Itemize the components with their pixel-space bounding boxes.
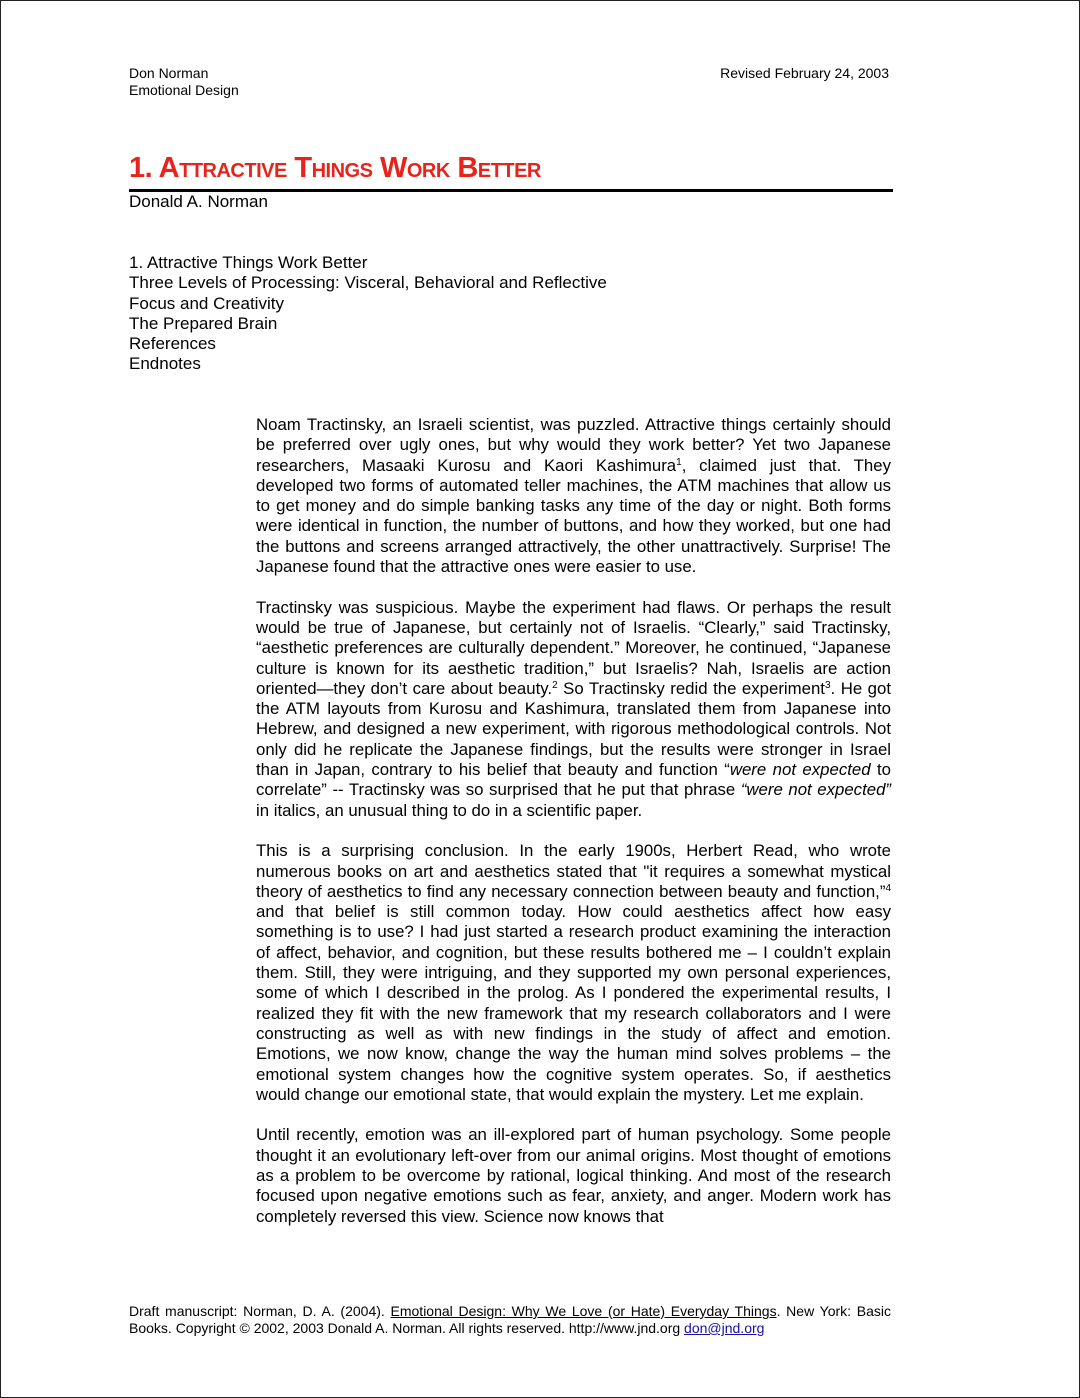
endnote-ref-2: 2 (552, 679, 558, 691)
endnote-ref-4: 4 (885, 882, 891, 894)
paragraph-2: Tractinsky was suspicious. Maybe the experiment had flaws. Or perhaps the result would be true of Japanese, but certainly not of Israelis. “Clearly,” said Tractinsky, “aesthetic preferences are culturally dependent.” Moreover, he continued, “Japanese culture is known for its aesthetic tradition,” but Israelis? Nah, Israelis are action oriented—they don’t care about beauty.$^2$ So Tractinsky redid the experiment$^3$. He got the ATM layouts from Kurosu and Kashimura, translated them from Japanese into Hebrew, and designed a new experiment, with rigorous methodological controls. Not only did he replicate the Japanese findings, but the results were stronger in Israel than in Japan, contrary to his belief that beauty and function “were not expected to correlate” -- Tractinsky was so surprised that he put that phrase “were not expected” in italics, an unusual thing to do in a scientific paper. (256, 597, 891, 820)
toc-item: The Prepared Brain (129, 313, 278, 333)
body-text (256, 415, 891, 1247)
running-header-left (129, 65, 239, 99)
chapter-title: 1. Attractive Things Work Better (129, 149, 893, 192)
toc-item: Three Levels of Processing: Visceral, Behavioral and Reflective (129, 273, 607, 293)
toc-item: Endnotes (129, 354, 201, 374)
endnote-ref-3: 3 (824, 679, 831, 691)
toc-item: References (129, 334, 216, 354)
paragraph-4: Until recently, emotion was an ill-explored part of human psychology. Some people thought it an evolutionary left-over from our animal origins. Most thought of emotions as a problem to be overcome by rational, logical thinking. And most of the research focused upon negative emotions such as fear, anxiety, and anger. Modern work has completely reversed this view. Science now knows that (256, 1125, 891, 1226)
italic-phrase: were not expected (729, 760, 871, 780)
header-book-title: Emotional Design (129, 82, 239, 98)
toc-item: Focus and Creativity (129, 293, 284, 313)
header-revised-date: Revised February 24, 2003 (720, 65, 889, 81)
paragraph-1: Noam Tractinsky, an Israeli scientist, was puzzled. Attractive things certainly should be preferred over ugly ones, but why would they work better? Yet two Japanese researchers, Masaaki Kurosu and Kaori Kashimura$^1$, claimed just that. They developed two forms of automated teller machines, the ATM machines that allow us to get money and do simple banking tasks any time of the day or night. Both forms were identical in function, the number of buttons, and how they worked, but one had the buttons and screens arranged attractively, the other unattractively. Surprise! The Japanese found that the attractive ones were easier to use. (256, 415, 891, 577)
footer-book-title: Emotional Design: Why We Love (or Hate) Everyday Things (390, 1303, 777, 1319)
chapter-author: Donald A. Norman (129, 192, 268, 211)
email-link[interactable]: don@jnd.org (684, 1320, 765, 1336)
page-footer: Draft manuscript: Norman, D. A. (2004). Emotional Design: Why We Love (or Hate) Everyday Things. New York: Basic Books. Copyright © 2002, 2003 Donald A. Norman. All rights reserved. http://www.jnd.org don@jnd.org (129, 1303, 892, 1336)
endnote-ref-1: 1 (676, 456, 682, 468)
table-of-contents (129, 253, 607, 375)
toc-item: 1. Attractive Things Work Better (129, 253, 368, 272)
italic-phrase: “were not expected” (740, 780, 891, 800)
header-author: Don Norman (129, 65, 209, 81)
paragraph-3: This is a surprising conclusion. In the early 1900s, Herbert Read, who wrote numerous books on art and aesthetics stated that "it requires a somewhat mystical theory of aesthetics to find any necessary connection between beauty and function,”$^4$ and that belief is still common today. How could aesthetics affect how easy something is to use? I had just started a research product examining the interaction of affect, behavior, and cognition, but these results bothered me – I couldn’t explain them. Still, they were intriguing, and they supported my own personal experiences, some of which I described in the prolog. As I pondered the experimental results, I realized they fit with the new framework that my research collaborators and I were constructing as well as with new findings in the study of affect and emotion. Emotions, we now know, change the way the human mind solves problems – the emotional system changes how the cognitive system operates. So, if aesthetics would change our emotional state, that would explain the mystery. Let me explain. (256, 841, 891, 1104)
